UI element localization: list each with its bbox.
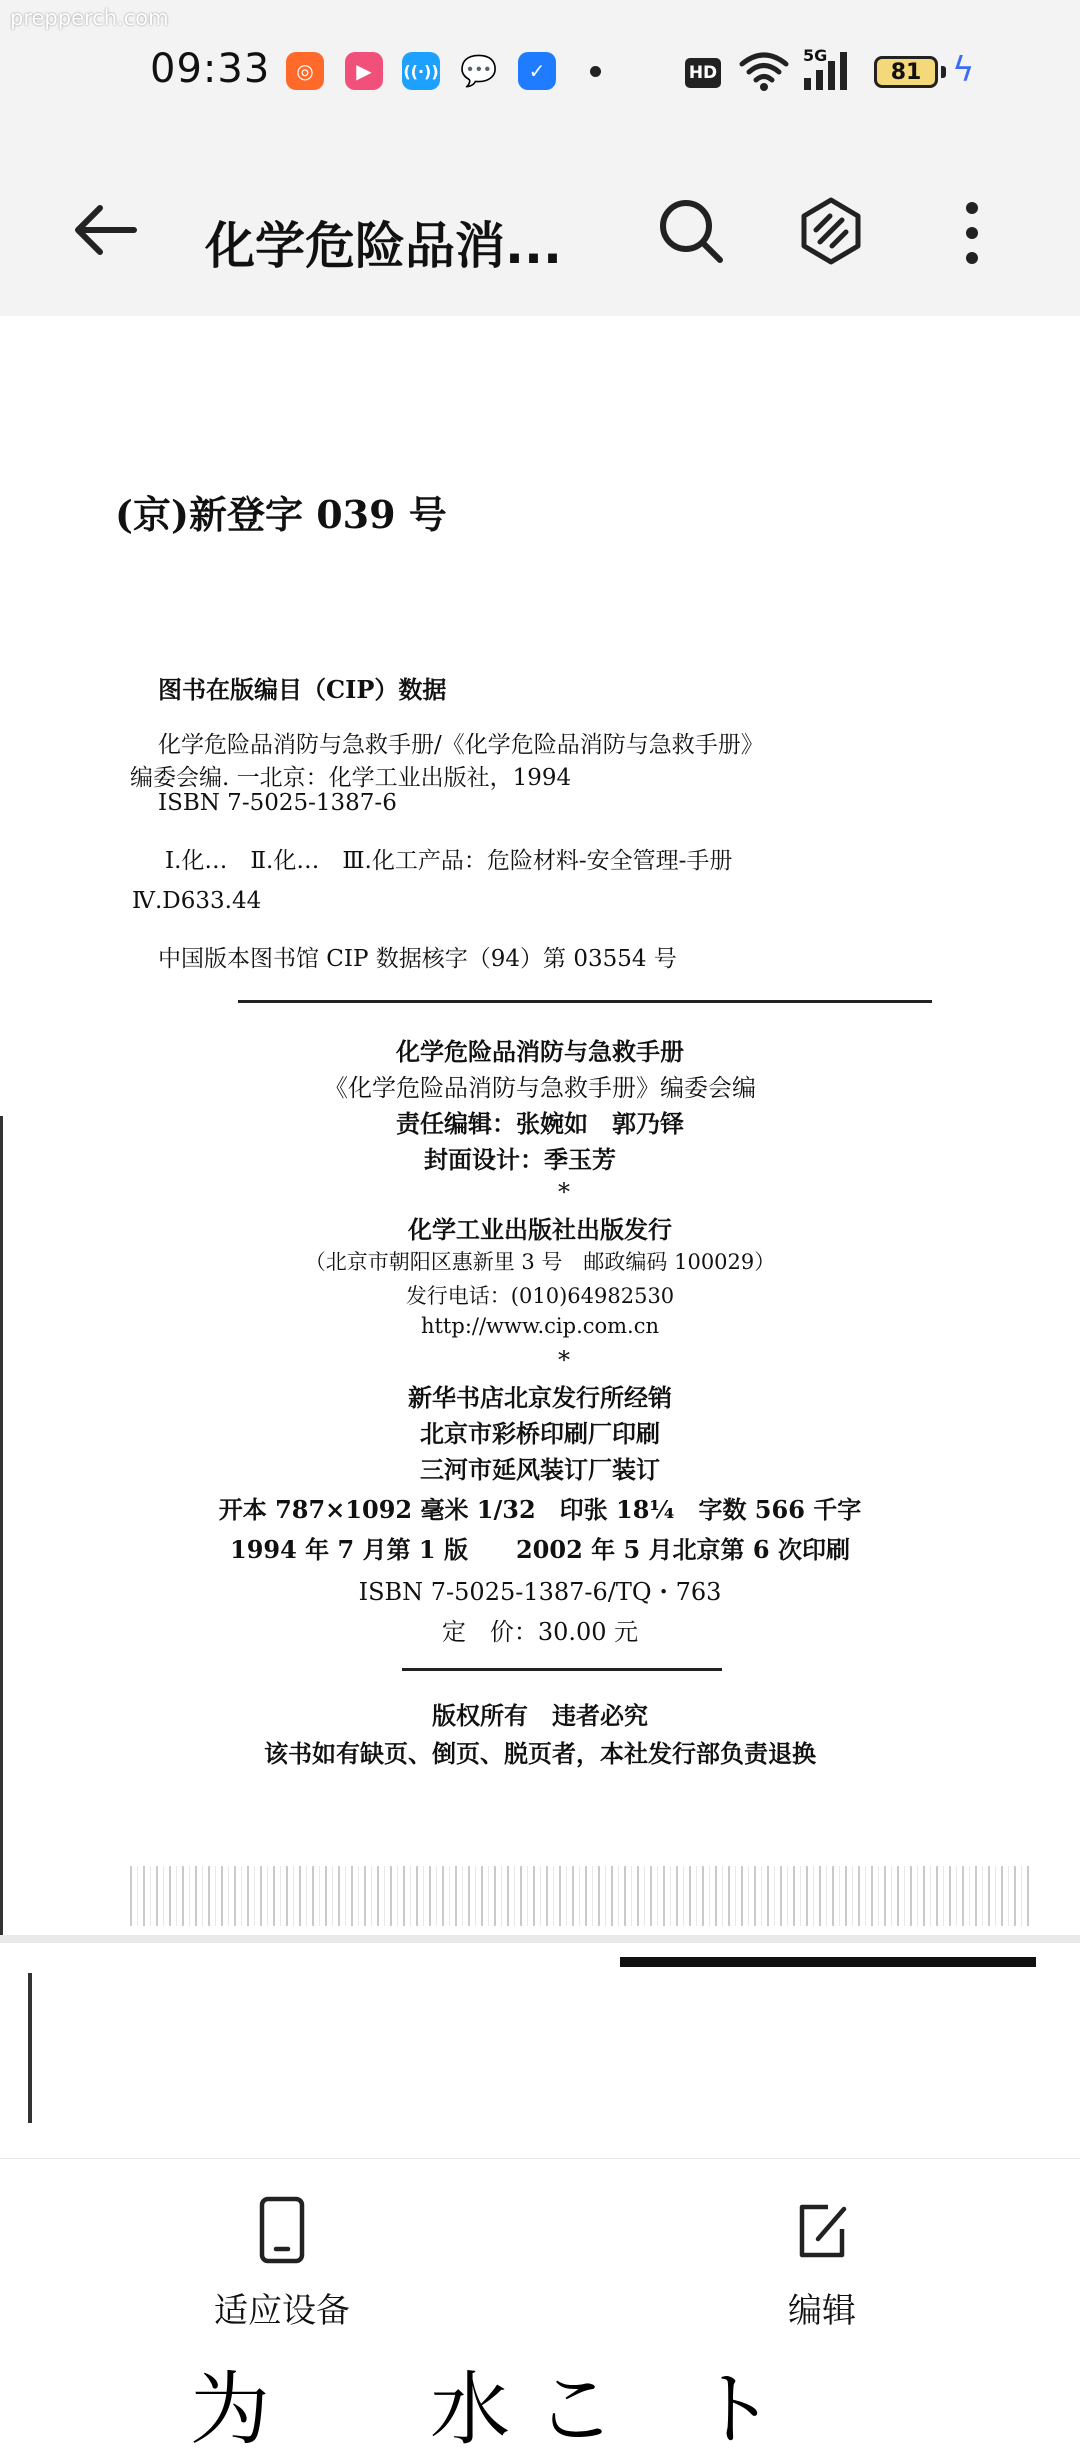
divider — [402, 1668, 722, 1671]
next-document-page[interactable] — [0, 1943, 1080, 2158]
colophon-line: （北京市朝阳区惠新里 3 号 邮政编码 100029） — [304, 1250, 776, 1274]
wifi-helper-icon: ((·)) — [402, 52, 440, 90]
tasks-icon: ✓ — [518, 52, 556, 90]
search-icon[interactable] — [656, 196, 726, 266]
wifi-icon — [738, 50, 790, 92]
colophon-line: 《化学危险品消防与急救手册》编委会编 — [324, 1074, 756, 1102]
cip-line: ISBN 7-5025-1387-6 — [158, 790, 397, 816]
scan-edge — [620, 1957, 1036, 1967]
scan-edge — [28, 1973, 32, 2123]
colophon-line: ISBN 7-5025-1387-6/TQ・763 — [358, 1578, 722, 1606]
fit-device-button[interactable] — [182, 2195, 382, 2332]
copyright-notice: 版权所有 违者必究 — [432, 1701, 648, 1730]
registration-number: (京)新登字 039 号 — [115, 492, 447, 537]
separator-star: * — [558, 1346, 570, 1374]
colophon-line: 1994 年 7 月第 1 版 2002 年 5 月北京第 6 次印刷 — [230, 1535, 850, 1564]
cip-line: 中国版本图书馆 CIP 数据核字（94）第 03554 号 — [158, 946, 677, 972]
battery-cap — [941, 66, 946, 78]
document-title: 化学危险品消... — [205, 217, 562, 275]
colophon-line: http://www.cip.com.cn — [420, 1314, 660, 1338]
hd-icon: HD — [685, 58, 721, 88]
cip-line: Ⅰ.化… Ⅱ.化… Ⅲ.化工产品：危险材料-安全管理-手册 — [165, 848, 733, 874]
ai-assistant-icon[interactable] — [796, 196, 866, 266]
colophon-line: 三河市延风装订厂装订 — [420, 1455, 660, 1484]
wechat-icon: 💬 — [460, 53, 498, 89]
clock: 09:33 — [150, 46, 271, 92]
video-icon: ▶ — [345, 52, 383, 90]
page-separator — [0, 1935, 1080, 1943]
colophon-line: 新华书店北京发行所经销 — [408, 1383, 672, 1412]
colophon-line: 北京市彩桥印刷厂印刷 — [420, 1419, 660, 1448]
edit-label: 编辑 — [788, 2291, 856, 2331]
book-title: 化学危险品消防与急救手册 — [396, 1037, 684, 1066]
return-policy: 该书如有缺页、倒页、脱页者，本社发行部负责退换 — [264, 1739, 816, 1768]
edit-icon — [792, 2195, 852, 2265]
colophon-line: 化学工业出版社出版发行 — [408, 1215, 672, 1244]
fit-device-label: 适应设备 — [214, 2291, 350, 2331]
cip-line: Ⅳ.D633.44 — [132, 888, 262, 914]
more-notifications-icon — [590, 66, 601, 77]
price: 定 价：30.00 元 — [441, 1618, 639, 1646]
handwriting: 为 水 こ ト — [190, 2363, 776, 2456]
charging-icon: ϟ — [952, 50, 975, 90]
document-page[interactable] — [0, 316, 1080, 1936]
colophon-line: 责任编辑：张婉如 郭乃铎 — [396, 1109, 684, 1138]
edit-button[interactable] — [722, 2195, 922, 2332]
cip-line: 编委会编. 一北京：化学工业出版社，1994 — [130, 765, 572, 791]
divider — [238, 1000, 932, 1003]
battery-icon — [874, 56, 938, 88]
phone-icon — [257, 2195, 307, 2265]
more-options-icon[interactable] — [950, 198, 994, 268]
back-arrow-icon[interactable] — [70, 200, 140, 260]
kuaishou-icon: ◎ — [286, 52, 324, 90]
colophon-line: 发行电话：(010)64982530 — [405, 1284, 675, 1308]
colophon-line: 开本 787×1092 毫米 1/32 印张 18¼ 字数 566 千字 — [218, 1495, 862, 1524]
watermark: prepperch.com — [10, 6, 169, 30]
battery-level: 81 — [890, 59, 922, 85]
cip-heading: 图书在版编目（CIP）数据 — [158, 675, 447, 704]
signal-icon — [802, 48, 856, 92]
scan-noise — [130, 1866, 1030, 1926]
separator-star: * — [558, 1178, 570, 1206]
network-type: 5G — [803, 46, 828, 65]
cip-line: 化学危险品消防与急救手册/《化学危险品消防与急救手册》 — [158, 732, 764, 758]
top-app-bar — [0, 120, 1080, 316]
colophon-line: 封面设计：季玉芳 — [424, 1145, 616, 1174]
